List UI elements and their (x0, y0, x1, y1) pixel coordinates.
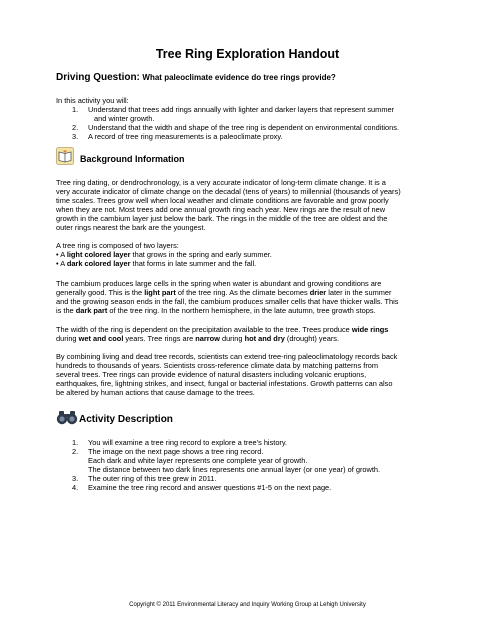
list-item: 1. Understand that trees add rings annually with lighter and darker layers that represent summer (72, 105, 395, 114)
page-title: Tree Ring Exploration Handout (155, 47, 340, 61)
intro-text: In this activity you will: (56, 96, 129, 105)
activity-steps: 1. You will examine a tree ring record to explore a tree’s history. 2. The image on the next page shows a tree ring record. Each dark and white layer represents one complete year of growth. The distance between two dark lines represents one annual layer (or one year) of growth. 3. The outer ring of this tree grew in 2011. 4. Examine the tree ring record and answer questions #1-5 on the next page. (72, 438, 452, 492)
list-item: 4. Examine the tree ring record and answer questions #1-5 on the next page. (72, 483, 332, 492)
book-icon (56, 147, 74, 165)
background-paragraph-1: Tree ring dating, or dendrochronology, is a very accurate indicator of long-term climate change. It is a very accurate indicator of climate change on the decadal (tens of years) to millennial (thousands of years) time scales. Trees grow well when local weather and climate conditions are favorable and grow poorly when they are not. Most trees add one annual growth ring each year. New rings are the result of new growth in the cambium layer just below the bark. The rings in the middle of the tree are oldest and the outer rings nearest the bark are the youngest. (56, 178, 401, 232)
copyright-footer: Copyright © 2011 Environmental Literacy and Inquiry Working Group at Lehigh University (129, 602, 366, 608)
objectives-list (72, 105, 452, 141)
driving-question (56, 72, 336, 83)
background-heading: Background Information (80, 154, 185, 164)
background-paragraph-4: The width of the ring is dependent on the precipitation available to the tree. Trees produce wide rings during wet and cool years. Tree rings are narrow during hot and dry (drought) years. (56, 325, 389, 343)
light-layer-item: • A light colored layer that grows in the spring and early summer. (56, 250, 272, 259)
background-paragraph-3: The cambium produces large cells in the spring when water is abundant and growing conditions are generally good. This is the light part of the tree ring. As the climate becomes drier later in the summer and the growing season ends in the fall, the cambium produces smaller cells that have thicker walls. This is the dark part of the tree ring. In the northern hemisphere, in the late autumn, tree growth stops. (56, 279, 399, 315)
list-item: 3. A record of tree ring measurements is a paleoclimate proxy. (72, 132, 283, 141)
dark-layer-item: • A dark colored layer that forms in late summer and the fall. (56, 259, 257, 268)
activity-header (56, 409, 173, 425)
list-item: 2. Understand that the width and shape of the tree ring is dependent on environmental conditions. (72, 123, 400, 132)
tree-ring-layers: A tree ring is composed of two layers: • A light colored layer that grows in the spring and early summer. • A dark colored layer that forms in late summer and the fall. (56, 241, 448, 268)
background-paragraph-5: By combining living and dead tree records, scientists can extend tree-ring paleoclimatology records back hundreds to thousands of years. Scientists cross-reference climate data by matching patterns from several trees. Tree rings can provide evidence of natural disasters including volcanic eruptions, earthquakes, fire, lightning strikes, and insect, fungal or bacterial infestations. Growth patterns can also be altered by human actions that cause damage to the trees. (56, 352, 398, 397)
binoculars-icon (56, 409, 78, 425)
list-item: 2. The image on the next page shows a tree ring record. (72, 447, 264, 456)
background-header (56, 147, 185, 165)
list-item: 3. The outer ring of this tree grew in 2011. (72, 474, 217, 483)
list-item: 1. You will examine a tree ring record to explore a tree’s history. (72, 438, 288, 447)
driving-question-text: What paleoclimate evidence do tree rings provide? (142, 73, 336, 82)
activity-heading: Activity Description (79, 414, 173, 425)
list-item-continuation: and winter growth. (94, 114, 155, 123)
driving-question-label: Driving Question: (56, 72, 140, 83)
